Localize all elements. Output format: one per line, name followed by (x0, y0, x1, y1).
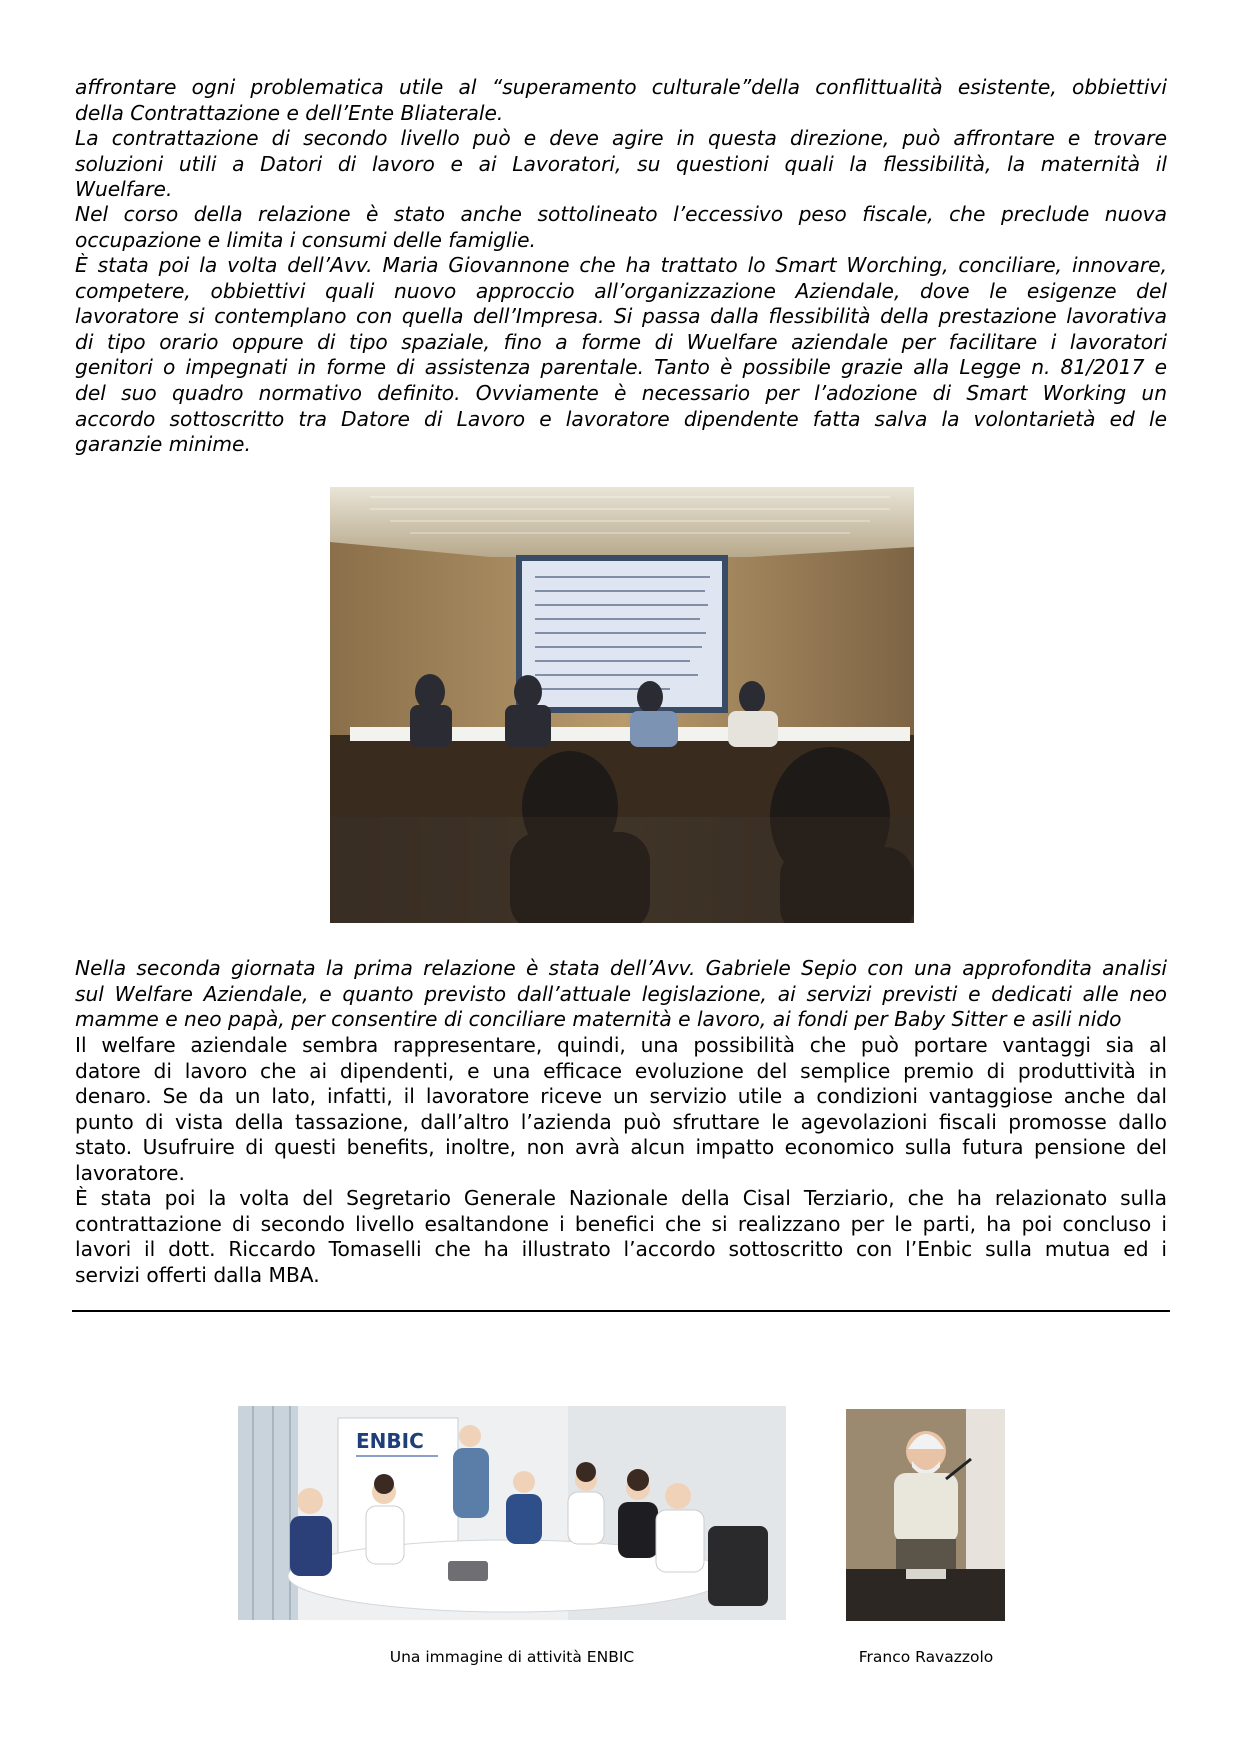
paragraph-smart-working (75, 253, 1167, 458)
text-line: affrontare ogni problematica utile al “superamento culturale”della conflittualità esistente, obbiettivi (75, 75, 1167, 99)
text-line: La contrattazione di secondo livello può e deve agire in questa direzione, può affrontare e trovare (75, 126, 1167, 150)
ravazzolo-photo-caption: Franco Ravazzolo (858, 1648, 994, 1666)
text-line: lavoratore. (75, 1160, 185, 1185)
text-line: soluzioni utili a Datori di lavoro e ai Lavoratori, su questioni quali la flessibilità, la maternità il (75, 151, 1167, 176)
text-line: di tipo orario oppure di tipo spaziale, fino a forme di Wuelfare aziendale per facilitare i lavoratori (75, 329, 1167, 354)
enbic-photo-caption: Una immagine di attività ENBIC (389, 1648, 635, 1666)
text-line: del suo quadro normativo definito. Ovviamente è necessario per l’adozione di Smart Working un (75, 380, 1167, 405)
text-line: servizi offerti dalla MBA. (75, 1262, 320, 1287)
text-line: genitori o impegnati in forme di assistenza parentale. Tanto è possibile grazie alla Legge n. 81/2017 e (75, 355, 1167, 380)
text-line: lavori il dott. Riccardo Tomaselli che ha illustrato l’accordo sottoscritto con l’Enbic sulla mutua ed i (75, 1237, 1167, 1262)
paragraph-fiscal-burden (75, 202, 1167, 253)
text-line: Wuelfare. (75, 177, 173, 202)
text-line: lavoratore si contemplano con quella dell’Impresa. Si passa dalla flessibilità della prestazione lavorativa (75, 304, 1167, 329)
paragraph-conflict-overcoming (75, 75, 1167, 126)
paragraph-corporate-welfare (75, 1033, 1167, 1187)
section-divider (72, 1310, 1170, 1312)
text-line: È stata poi la volta del Segretario Generale Nazionale della Cisal Terziario, che ha relazionato sulla (75, 1186, 1167, 1210)
text-line: datore di lavoro che ai dipendenti, e una efficace evoluzione del semplice premio di produttività in (75, 1058, 1167, 1083)
text-line: contrattazione di secondo livello esaltandone i benefici che si realizzano per le parti, ha poi concluso i (75, 1211, 1167, 1236)
paragraph-second-level-bargaining (75, 126, 1167, 203)
text-line: accordo sottoscritto tra Datore di Lavoro e lavoratore dipendente fatta salva la volontarietà ed le (75, 406, 1167, 431)
text-line: punto di vista della tassazione, dall’altro l’azienda può sfruttare le agevolazioni fiscali promosse dallo (75, 1109, 1167, 1134)
text-line: mamme e neo papà, per consentire di conciliare maternità e lavoro, ai fondi per Baby Sitter e asili nido (75, 1007, 1122, 1032)
text-line: garanzie minime. (75, 432, 251, 457)
text-line: Nella seconda giornata la prima relazione è stata dell’Avv. Gabriele Sepio con una approfondita analisi (75, 956, 1167, 980)
text-line: È stata poi la volta dell’Avv. Maria Giovannone che ha trattato lo Smart Worching, conciliare, innovare, (75, 253, 1167, 277)
text-line: stato. Usufruire di questi benefits, inoltre, non avrà alcun impatto economico sulla futura pensione del (75, 1135, 1167, 1160)
paragraph-second-day (75, 956, 1167, 1033)
text-line: sul Welfare Aziendale, e quanto previsto dall’attuale legislazione, ai servizi previsti e dedicati alle neo (75, 981, 1167, 1006)
enbic-activity-photo (238, 1406, 786, 1620)
text-line: competere, obbiettivi quali nuovo approccio all’organizzazione Aziendale, dove le esigenze del (75, 278, 1167, 303)
text-line: della Contrattazione e dell’Ente Bliaterale. (75, 100, 504, 125)
text-line: Nel corso della relazione è stato anche sottolineato l’eccessivo peso fiscale, che preclude nuova (75, 202, 1167, 226)
text-line: Il welfare aziendale sembra rappresentare, quindi, una possibilità che può portare vantaggi sia al (75, 1033, 1167, 1057)
text-line: denaro. Se da un lato, infatti, il lavoratore riceve un servizio utile a condizioni vantaggiose anche dal (75, 1084, 1167, 1109)
paragraph-secretary-general (75, 1186, 1167, 1288)
text-line: occupazione e limita i consumi delle famiglie. (75, 227, 536, 252)
enbic-logo: ENBIC (356, 1429, 424, 1453)
franco-ravazzolo-photo (846, 1409, 1005, 1621)
conference-photo (330, 487, 914, 923)
